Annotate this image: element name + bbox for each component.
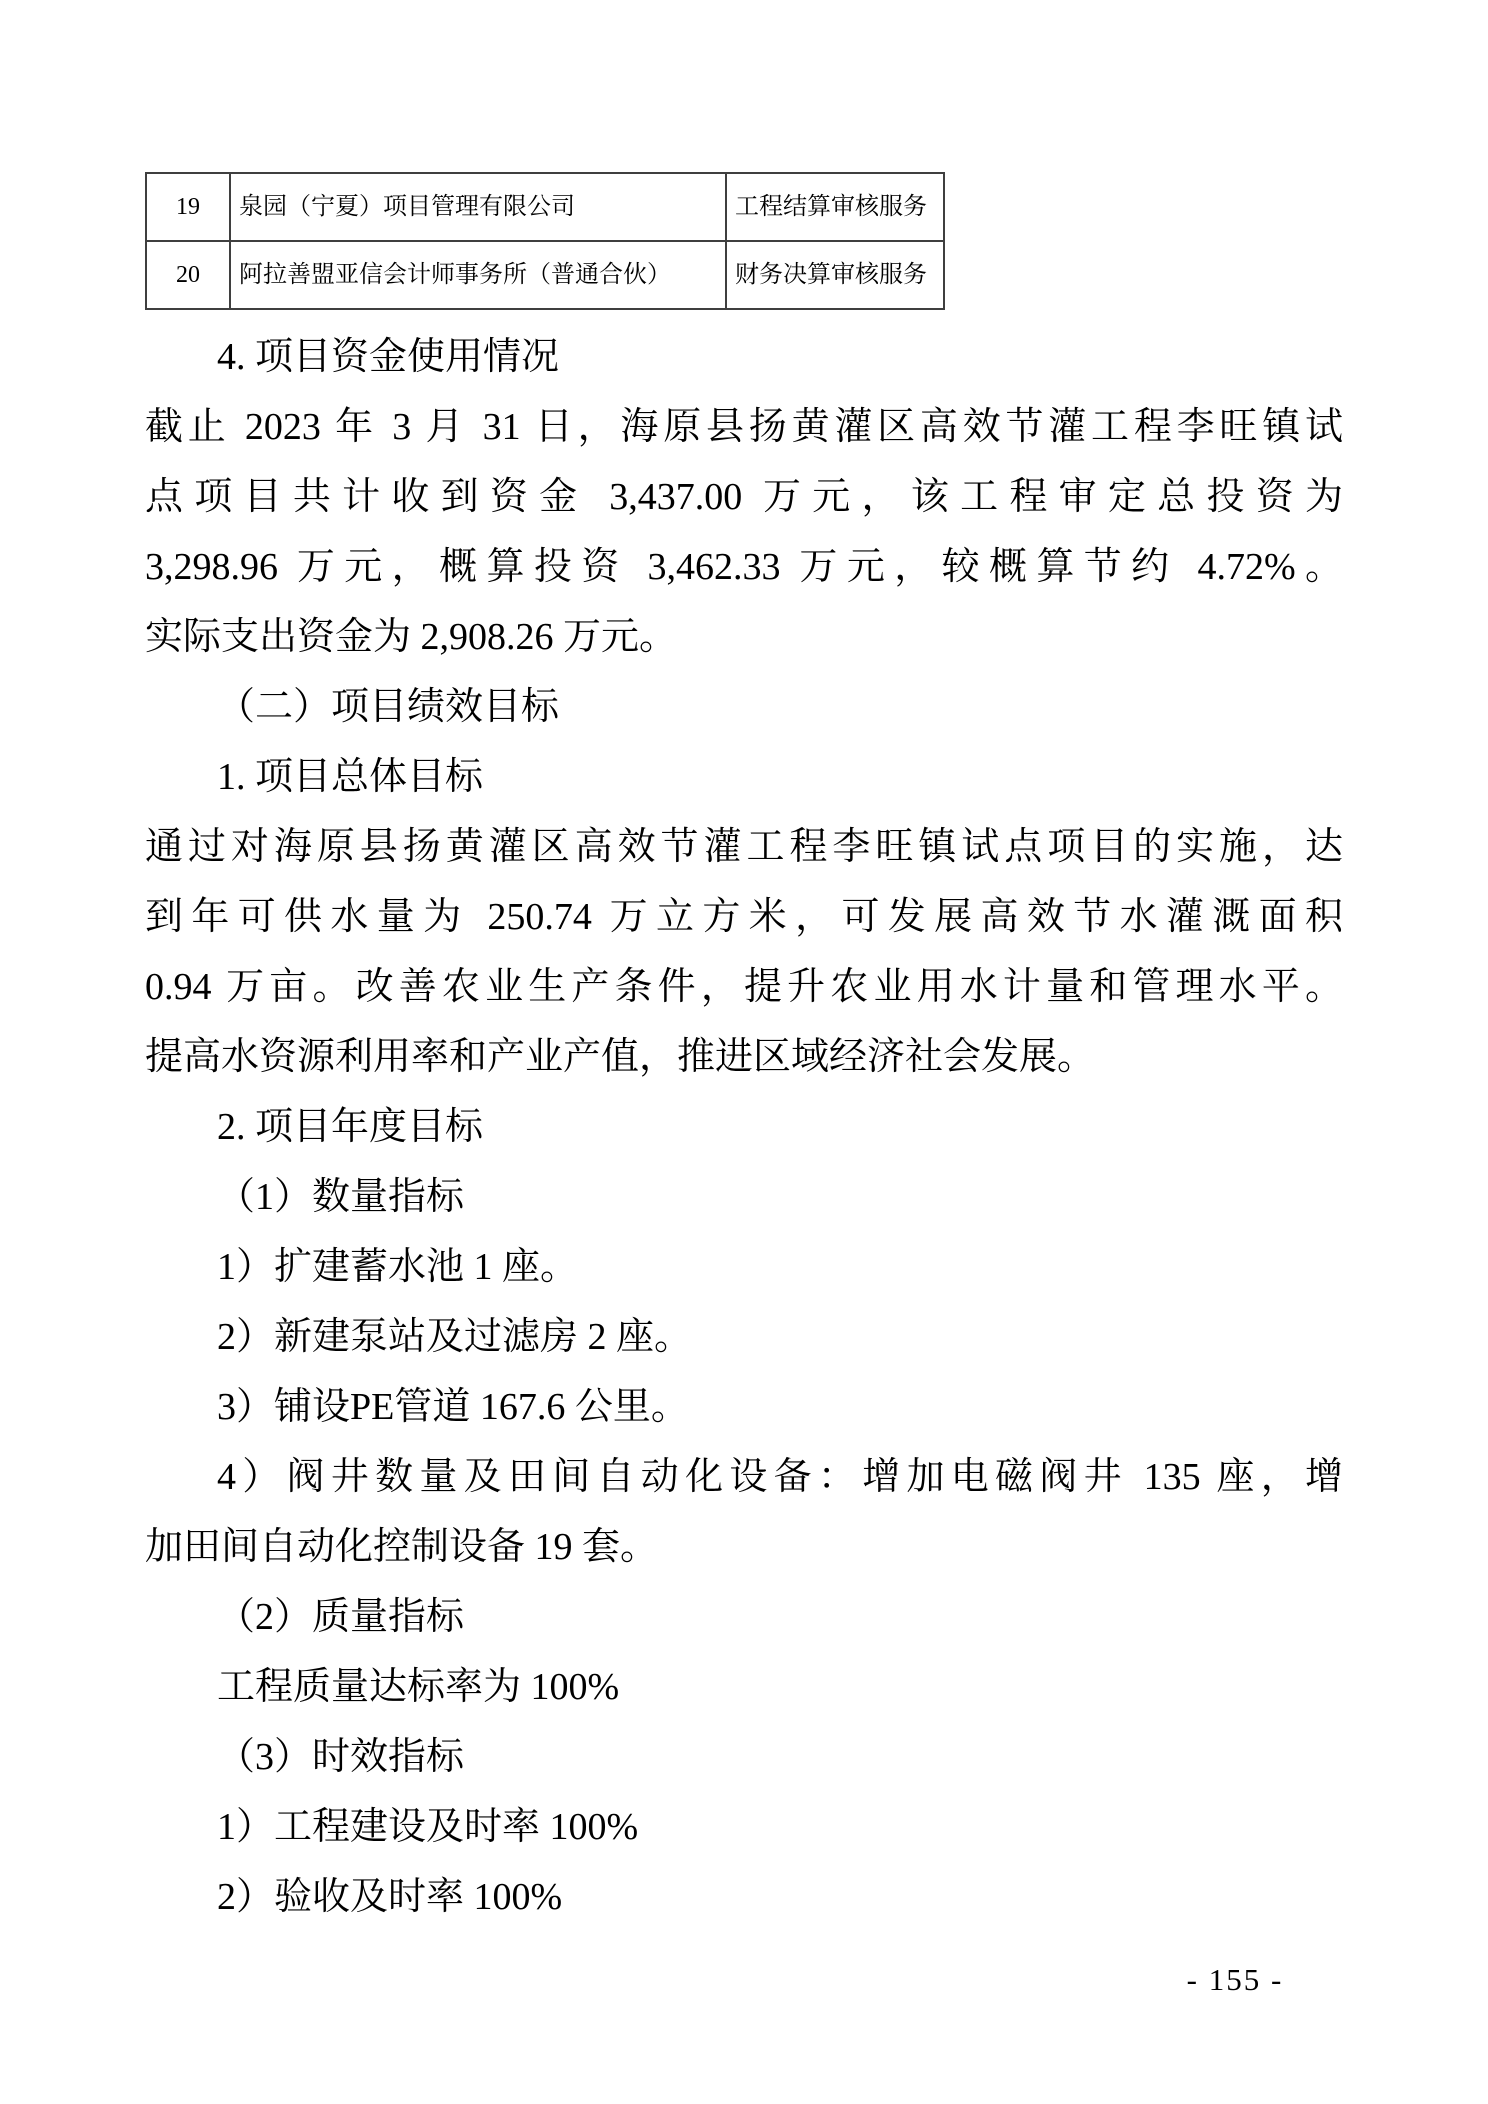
row-number: 19 (146, 173, 230, 241)
heading-performance-goals: （二）项目绩效目标 (217, 686, 560, 728)
table-row-19 (146, 173, 944, 241)
timeliness-item-1: 1）工程建设及时率 100% (217, 1806, 639, 1848)
timeliness-item-2: 2）验收及时率 100% (217, 1876, 563, 1918)
service-name: 工程结算审核服务 (726, 173, 944, 241)
heading-timeliness-index: （3）时效指标 (217, 1736, 465, 1778)
company-name: 阿拉善盟亚信会计师事务所（普通合伙） (230, 241, 726, 309)
overall-goal-line-2: 到年可供水量为 250.74 万立方米，可发展高效节水灌溉面积 (145, 896, 1343, 938)
row-number: 20 (146, 241, 230, 309)
table-row-20 (146, 241, 944, 309)
quantity-item-3: 3）铺设PE管道 167.6 公里。 (217, 1386, 689, 1428)
fund-usage-line-4: 实际支出资金为 2,908.26 万元。 (145, 616, 678, 658)
company-name: 泉园（宁夏）项目管理有限公司 (230, 173, 726, 241)
fund-usage-line-1: 截止 2023 年 3 月 31 日，海原县扬黄灌区高效节灌工程李旺镇试 (145, 406, 1343, 448)
overall-goal-line-1: 通过对海原县扬黄灌区高效节灌工程李旺镇试点项目的实施，达 (145, 826, 1343, 868)
heading-overall-goal: 1. 项目总体目标 (217, 756, 484, 798)
fund-usage-line-2: 点项目共计收到资金 3,437.00 万元，该工程审定总投资为 (145, 476, 1343, 518)
service-name: 财务决算审核服务 (726, 241, 944, 309)
quality-rate-line: 工程质量达标率为 100% (217, 1666, 620, 1708)
service-provider-table (145, 172, 945, 310)
heading-quality-index: （2）质量指标 (217, 1596, 465, 1638)
quantity-item-2: 2）新建泵站及过滤房 2 座。 (217, 1316, 693, 1358)
heading-quantity-index: （1）数量指标 (217, 1176, 465, 1218)
page-number: - 155 - (1186, 1962, 1284, 1997)
overall-goal-line-3: 0.94 万亩。改善农业生产条件，提升农业用水计量和管理水平。 (145, 966, 1343, 1008)
heading-fund-usage: 4. 项目资金使用情况 (217, 336, 560, 378)
quantity-item-4: 4）阀井数量及田间自动化设备：增加电磁阀井 135 座，增 (217, 1456, 1343, 1498)
quantity-item-4-cont: 加田间自动化控制设备 19 套。 (145, 1526, 659, 1568)
quantity-item-1: 1）扩建蓄水池 1 座。 (217, 1246, 579, 1288)
fund-usage-line-3: 3,298.96 万元，概算投资 3,462.33 万元，较概算节约 4.72%。 (145, 546, 1343, 588)
overall-goal-line-4: 提高水资源利用率和产业产值，推进区域经济社会发展。 (145, 1036, 1096, 1078)
heading-annual-goal: 2. 项目年度目标 (217, 1106, 484, 1148)
